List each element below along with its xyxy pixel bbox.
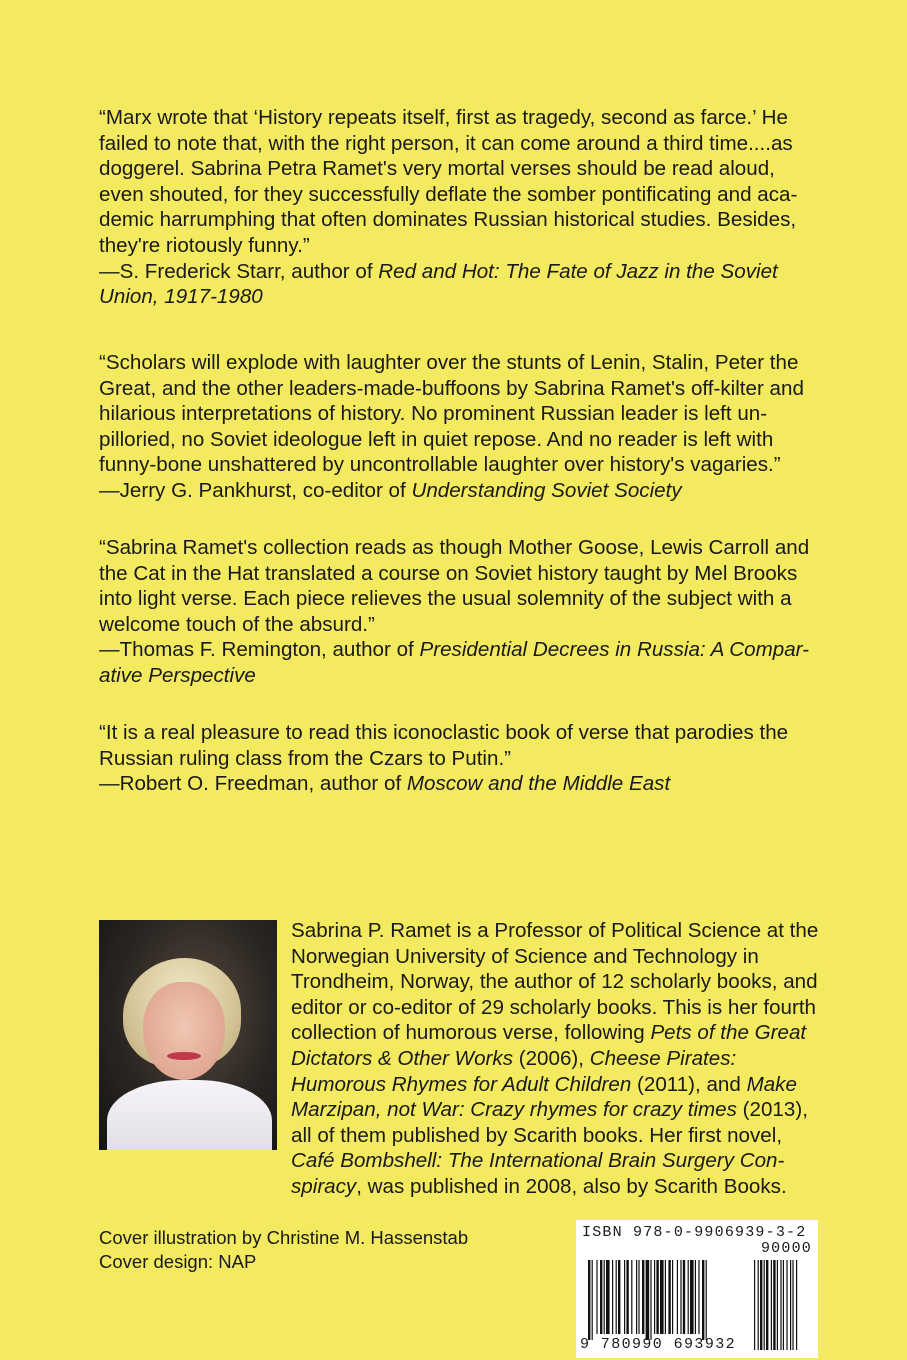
bio-intro: Sabrina P. Ramet is a Professor of Political Science at the Norwegian University of Science and Technology in Trondheim, Norway, the author of 12 scholarly books, and editor or co-editor of 29 scholarly books. This is her fourth collection of humorous verse, following — [291, 919, 819, 1045]
review-quote-pankhurst — [99, 350, 815, 504]
barcode-bar — [702, 1260, 704, 1340]
barcode-bar — [656, 1260, 658, 1334]
bio-year-3: (2013), all of them published by Scarith books. Her first novel, — [291, 1098, 808, 1147]
barcode-bar — [677, 1260, 678, 1334]
review-quote-remington — [99, 535, 815, 689]
quote-text: “Marx wrote that ‘History repeats itself, first as tragedy, second as farce.’ He failed to note that, with the right person, it can come around a third time....as doggerel. Sabrina Petra Ramet's very mortal verses should be read aloud, even shouted, for they successfully deflate the somber pontificating and aca-demic harrumphing that often dominates Russian historical studies. Besides, they're riotously funny.” — [99, 106, 798, 257]
barcode-bar — [683, 1260, 685, 1334]
barcode-bar — [596, 1260, 597, 1334]
design-credit: Cover design: NAP — [99, 1250, 257, 1272]
barcode-bar — [665, 1260, 666, 1334]
author-photo-mouth — [167, 1052, 201, 1060]
author-photo — [99, 920, 277, 1150]
quote-attribution — [99, 637, 815, 688]
barcode-bar — [624, 1260, 625, 1334]
barcode-bar — [698, 1260, 699, 1334]
barcode-bar — [695, 1260, 696, 1334]
bio-work-1: Pets of the Great Dictators & Other Works — [291, 1021, 807, 1070]
isbn-barcode — [576, 1220, 818, 1358]
barcode-bar — [668, 1260, 670, 1334]
price-code: 90000 — [760, 1240, 812, 1257]
barcode-bar — [688, 1260, 689, 1334]
barcode-bar — [612, 1260, 613, 1334]
barcode-bar — [646, 1260, 650, 1340]
attribution-author: —S. Frederick Starr, author of — [99, 259, 379, 283]
bio-year-1: (2006), — [513, 1046, 590, 1070]
review-quote-starr — [99, 105, 815, 310]
barcode-bar — [654, 1260, 655, 1334]
author-photo-shirt — [107, 1080, 272, 1150]
barcode-bar — [592, 1260, 593, 1340]
barcode-bar — [588, 1260, 590, 1340]
attribution-author: —Thomas F. Remington, author of — [99, 638, 420, 662]
isbn-label: ISBN 978-0-9906939-3-2 — [582, 1224, 807, 1241]
attribution-work: Moscow and the Middle East — [406, 772, 671, 796]
barcode-bar — [706, 1260, 707, 1340]
barcode-bar — [600, 1260, 602, 1334]
barcode-bar — [604, 1260, 605, 1334]
attribution-author: —Jerry G. Pankhurst, co-editor of — [99, 478, 412, 502]
bio-outro: , was published in 2008, also by Scarith Books. — [356, 1174, 787, 1198]
quote-text: “Sabrina Ramet's collection reads as though Mother Goose, Lewis Carroll and the Cat in the Hat translated a course on Soviet history taught by Mel Brooks into light verse. Each piece relieves the usual solemnity of the subject with a welcome touch of the absurd.” — [99, 536, 810, 636]
illustration-credit: Cover illustration by Christine M. Hassenstab — [99, 1227, 469, 1248]
barcode-bar — [618, 1260, 620, 1334]
quote-attribution — [99, 478, 815, 504]
barcode-bar — [680, 1260, 681, 1334]
bio-work-4: Café Bombshell: The International Brain Surgery Con-spiracy — [291, 1149, 785, 1198]
quote-attribution — [99, 259, 815, 310]
quote-attribution — [99, 771, 815, 797]
attribution-author: —Robert O. Freedman, author of — [99, 772, 407, 796]
cover-credits — [99, 1226, 468, 1273]
quote-text: “It is a real pleasure to read this iconoclastic book of verse that parodies the Russian ruling class from the Czars to Putin.” — [99, 721, 789, 770]
bio-work-3: Make Marzipan, not War: Crazy rhymes for crazy times — [291, 1072, 797, 1122]
bio-work-2: Cheese Pirates: Humorous Rhymes for Adult Children — [291, 1046, 737, 1096]
barcode-bar — [606, 1260, 610, 1334]
author-photo-face — [143, 982, 225, 1080]
barcode-bar — [638, 1260, 639, 1334]
ean-digits: 9 780990 693932 — [580, 1336, 737, 1353]
attribution-work: Presidential Decrees in Russia: A Compar-ative Perspective — [99, 638, 810, 687]
barcode-bar — [642, 1260, 644, 1334]
quote-text: “Scholars will explode with laughter over the stunts of Lenin, Stalin, Peter the Great, and the other leaders-made-buffoons by Sabrina Ramet's off-kilter and hilarious interpretations of history. No prominent Russian leader is left un-pilloried, no Soviet ideologue left in quiet repose. And no reader is left with funny-bone unshattered by uncontrollable laughter over history's vagaries.” — [99, 351, 804, 477]
author-bio — [291, 918, 821, 1200]
attribution-work: Understanding Soviet Society — [411, 478, 682, 502]
barcode-bar — [616, 1260, 617, 1334]
barcode-bar — [660, 1260, 664, 1334]
barcode-bar — [626, 1260, 628, 1334]
barcode-bar — [631, 1260, 632, 1334]
barcode-bar — [636, 1260, 637, 1334]
bio-year-2: (2011), and — [631, 1072, 747, 1096]
barcode-bar — [690, 1260, 694, 1334]
attribution-work: Red and Hot: The Fate of Jazz in the Soviet Union, 1917-1980 — [99, 259, 778, 309]
barcode-bar — [650, 1260, 651, 1340]
review-quote-freedman — [99, 720, 815, 797]
barcode-bar — [672, 1260, 673, 1334]
